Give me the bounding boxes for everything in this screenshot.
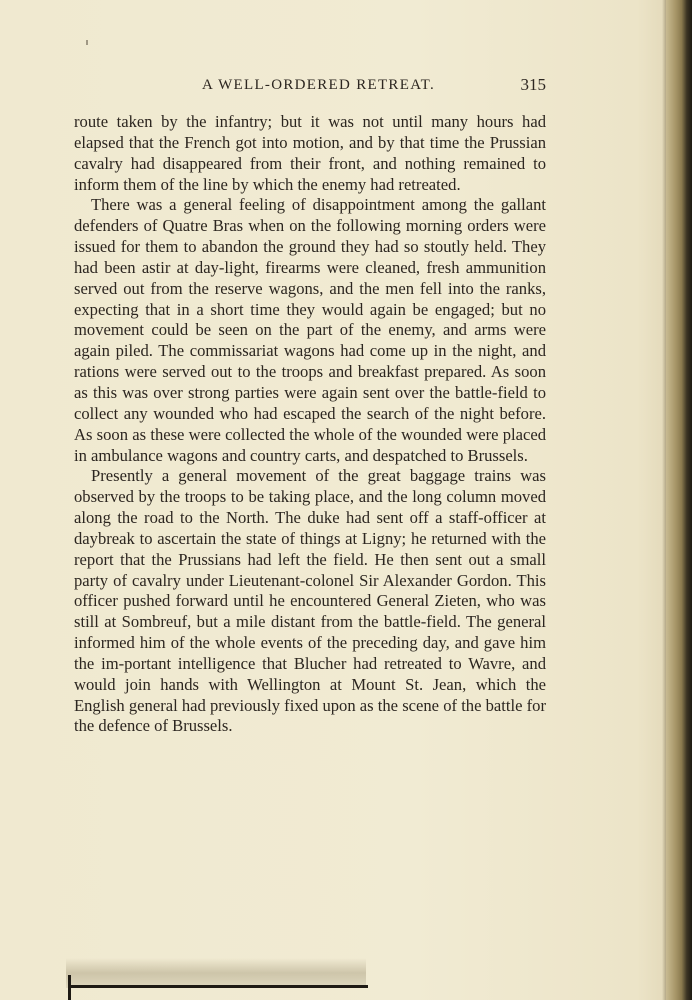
paragraph-2: There was a general feeling of disappointment among the gallant defenders of Quatre Bras when on the following morning orders were issued for them to abandon the ground they had so stoutly held. They had been astir at day-light, firearms were cleaned, fresh ammunition served out from the reserve wagons, and the men fell into the ranks, expecting that in a short time they would again be engaged; but no movement could be seen on the part of the enemy, and arms were again piled. The commissariat wagons had come up in the night, and rations were served out to the troops and breakfast prepared. As soon as this was over strong parties were again sent over the battle-field to collect any wounded who had escaped the search of the night before. As soon as these were collected the whole of the wounded were placed in ambulance wagons and country carts, and despatched to Brussels. (74, 195, 546, 465)
page-shadow (66, 958, 366, 988)
book-spine (666, 0, 692, 1000)
running-title: A WELL-ORDERED RETREAT. (202, 77, 436, 93)
running-head (74, 74, 546, 98)
page-number: 315 (520, 75, 546, 94)
paragraph-3: Presently a general movement of the great baggage trains was observed by the troops to be taking place, and the long column moved along the road to the North. The duke had sent off a staff-officer at daybreak to ascertain the state of things at Ligny; he returned with the report that the Prussians had left the field. He then sent out a small party of cavalry under Lieutenant-colonel Sir Alexander Gordon. This officer pushed forward until he encountered General Zieten, who was still at Sombreuf, but a mile distant from the battle-field. The general informed him of the whole events of the preceding day, and gave him the im-portant intelligence that Blucher had retreated to Wavre, and would join hands with Wellington at Mount St. Jean, which the English general had previously fixed upon as the scene of the battle for the defence of Brussels. (74, 466, 546, 736)
ink-speck (86, 40, 88, 45)
paragraph-1: route taken by the infantry; but it was not until many hours had elapsed that the French got into motion, and by that time the Prussian cavalry had disappeared from their front, and nothing remained to inform them of the line by which the enemy had retreated. (74, 112, 546, 194)
body-text (74, 112, 546, 737)
page-edge-rule (68, 985, 368, 988)
